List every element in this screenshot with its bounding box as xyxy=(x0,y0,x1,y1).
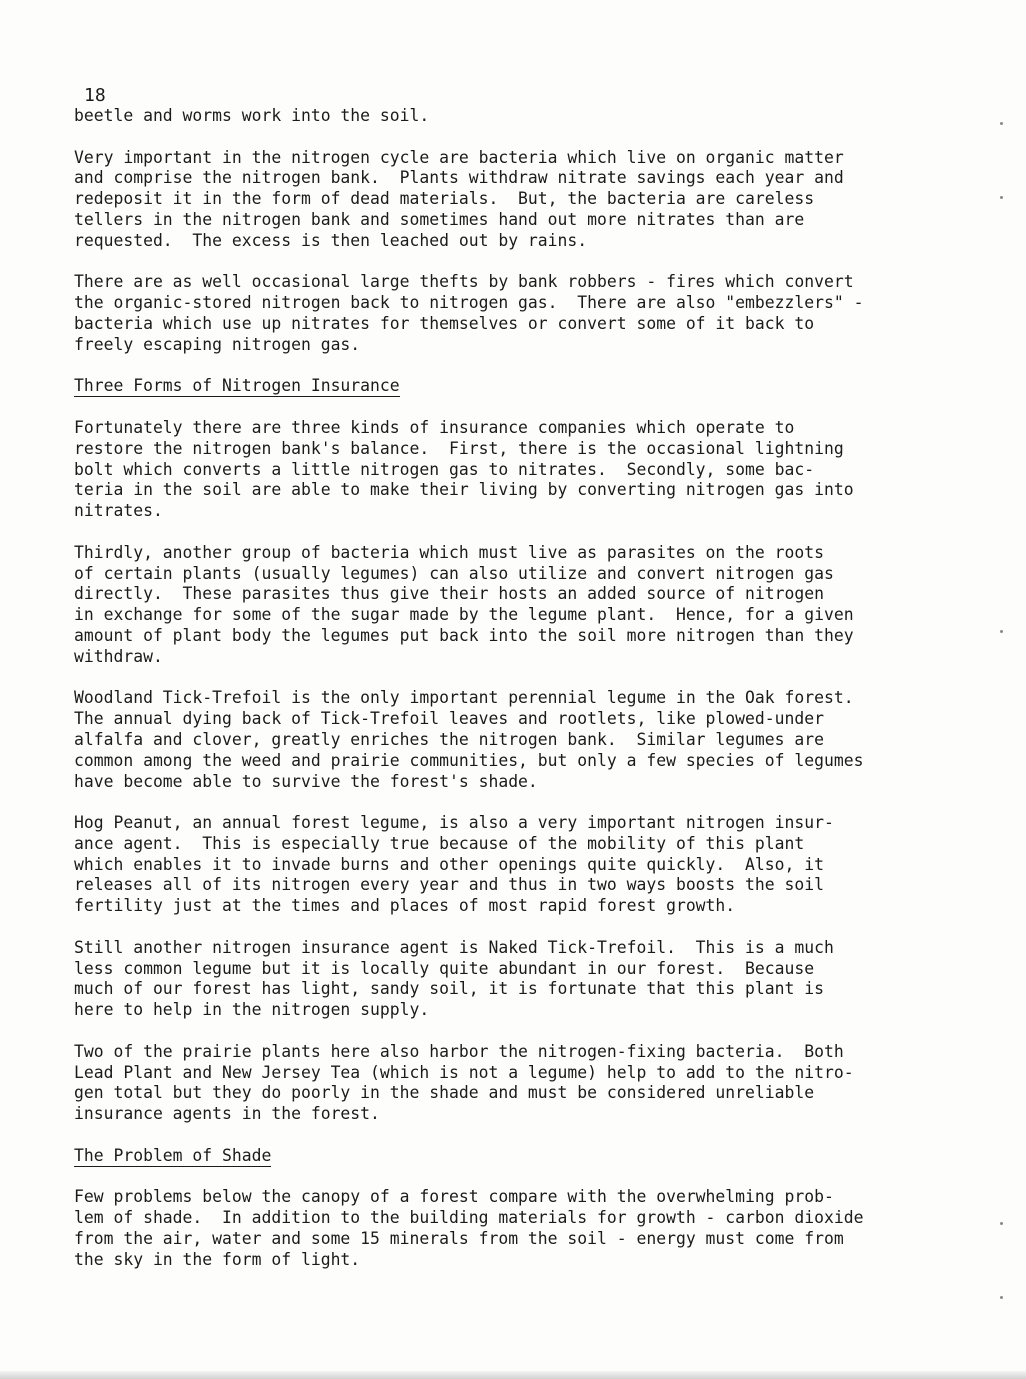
text-line: Hog Peanut, an annual forest legume, is also a very important nitrogen insur- xyxy=(74,813,834,833)
text-line: ance agent. This is especially true because of the mobility of this plant xyxy=(74,833,805,853)
paragraph xyxy=(74,148,934,252)
margin-mark xyxy=(1000,630,1003,633)
text-line: freely escaping nitrogen gas. xyxy=(74,334,361,354)
text-line: restore the nitrogen bank's balance. First, there is the occasional lightning xyxy=(74,438,844,458)
text-line: common among the weed and prairie communities, but only a few species of legumes xyxy=(74,750,864,770)
text-line: Lead Plant and New Jersey Tea (which is not a legume) help to add to the nitro- xyxy=(74,1062,854,1082)
text-line: releases all of its nitrogen every year and thus in two ways boosts the soil xyxy=(74,875,824,895)
section-heading-text: The Problem of Shade xyxy=(74,1145,272,1165)
text-line: in exchange for some of the sugar made by the legume plant. Hence, for a given xyxy=(74,605,854,625)
text-line: fertility just at the times and places of most rapid forest growth. xyxy=(74,896,736,916)
paragraph xyxy=(74,938,934,1021)
text-line: less common legume but it is locally quite abundant in our forest. Because xyxy=(74,958,815,978)
text-line: nitrates. xyxy=(74,501,163,521)
text-line: directly. These parasites thus give their hosts an added source of nitrogen xyxy=(74,584,824,604)
paragraph xyxy=(74,543,934,668)
page-content xyxy=(74,86,934,1271)
text-line: requested. The excess is then leached out by rains. xyxy=(74,230,588,250)
text-line: Still another nitrogen insurance agent is Naked Tick-Trefoil. This is a much xyxy=(74,937,834,957)
text-line: here to help in the nitrogen supply. xyxy=(74,1000,430,1020)
paragraph xyxy=(74,418,934,522)
text-line: tellers in the nitrogen bank and sometimes hand out more nitrates than are xyxy=(74,209,805,229)
section-heading xyxy=(74,1146,934,1167)
text-line: alfalfa and clover, greatly enriches the nitrogen bank. Similar legumes are xyxy=(74,729,824,749)
paragraph xyxy=(74,1042,934,1125)
margin-mark xyxy=(1000,196,1003,199)
text-line: beetle and worms work into the soil. xyxy=(74,106,430,125)
section-heading xyxy=(74,376,934,397)
text-line: Very important in the nitrogen cycle are bacteria which live on organic matter xyxy=(74,147,844,167)
text-line: teria in the soil are able to make their living by converting nitrogen gas into xyxy=(74,480,854,500)
text-line: and comprise the nitrogen bank. Plants withdraw nitrate savings each year and xyxy=(74,168,844,188)
margin-mark xyxy=(1000,122,1003,125)
text-line: bacteria which use up nitrates for themselves or convert some of it back to xyxy=(74,313,815,333)
text-line: amount of plant body the legumes put back into the soil more nitrogen than they xyxy=(74,625,854,645)
page-number: 18 xyxy=(84,85,106,106)
text-line: Few problems below the canopy of a forest compare with the overwhelming prob- xyxy=(74,1187,834,1207)
paragraph xyxy=(74,813,934,917)
text-line: from the air, water and some 15 minerals from the soil - energy must come from xyxy=(74,1229,844,1249)
text-body xyxy=(74,106,934,1271)
text-line: which enables it to invade burns and other openings quite quickly. Also, it xyxy=(74,854,824,874)
text-line: the sky in the form of light. xyxy=(74,1249,361,1269)
text-line: of certain plants (usually legumes) can also utilize and convert nitrogen gas xyxy=(74,563,834,583)
text-line: Fortunately there are three kinds of insurance companies which operate to xyxy=(74,417,795,437)
text-line: Two of the prairie plants here also harbor the nitrogen-fixing bacteria. Both xyxy=(74,1041,844,1061)
paragraph xyxy=(74,272,934,355)
text-line: withdraw. xyxy=(74,646,163,666)
paragraph xyxy=(74,1187,934,1270)
text-line: There are as well occasional large thefts by bank robbers - fires which convert xyxy=(74,272,854,292)
text-line: have become able to survive the forest's shade. xyxy=(74,771,538,791)
text-line: redeposit it in the form of dead materials. But, the bacteria are careless xyxy=(74,189,815,209)
section-heading-text: Three Forms of Nitrogen Insurance xyxy=(74,376,400,396)
text-line: the organic-stored nitrogen back to nitrogen gas. There are also "embezzlers" - xyxy=(74,293,864,313)
paragraph xyxy=(74,106,934,127)
text-line: lem of shade. In addition to the building materials for growth - carbon dioxide xyxy=(74,1208,864,1228)
text-line: insurance agents in the forest. xyxy=(74,1104,380,1124)
text-line: The annual dying back of Tick-Trefoil leaves and rootlets, like plowed-under xyxy=(74,709,824,729)
text-line: gen total but they do poorly in the shade and must be considered unreliable xyxy=(74,1083,815,1103)
margin-mark xyxy=(1000,1222,1003,1225)
text-line: Woodland Tick-Trefoil is the only important perennial legume in the Oak forest. xyxy=(74,688,854,708)
text-line: Thirdly, another group of bacteria which must live as parasites on the roots xyxy=(74,542,824,562)
paragraph xyxy=(74,688,934,792)
text-line: much of our forest has light, sandy soil, it is fortunate that this plant is xyxy=(74,979,824,999)
text-line: bolt which converts a little nitrogen gas to nitrates. Secondly, some bac- xyxy=(74,459,815,479)
margin-mark xyxy=(1000,1296,1003,1299)
page-bottom-edge xyxy=(0,1371,1026,1379)
